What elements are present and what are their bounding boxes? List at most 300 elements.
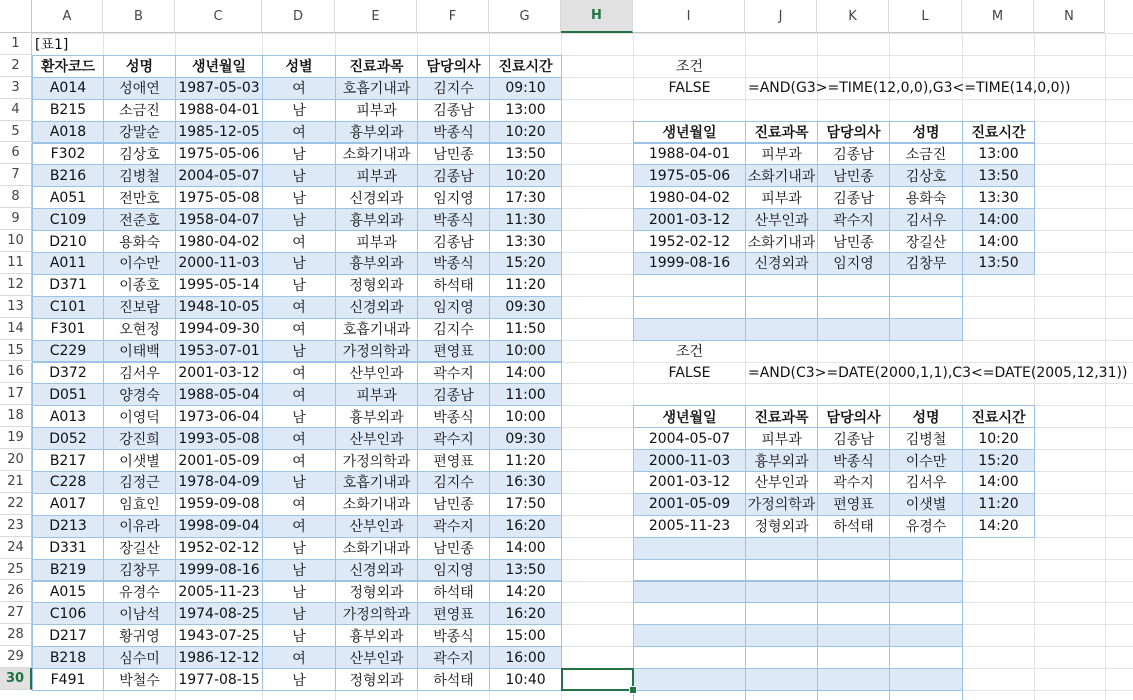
row-header-6[interactable]: 6 <box>0 143 32 165</box>
column-header-l[interactable]: L <box>889 0 962 33</box>
main-table-cell[interactable]: 박종식 <box>417 624 490 647</box>
main-table-cell[interactable]: 가정의학과 <box>335 340 418 363</box>
main-table-cell[interactable]: 2001-03-12 <box>175 362 263 385</box>
result1-cell[interactable]: 13:00 <box>962 143 1035 166</box>
result2-cell[interactable]: 2000-11-03 <box>633 449 746 472</box>
result2-empty-cell[interactable] <box>817 537 890 560</box>
result1-cell[interactable]: 소화기내과 <box>745 230 818 253</box>
main-table-cell[interactable]: A018 <box>32 121 104 144</box>
main-table-cell[interactable]: 2004-05-07 <box>175 164 263 187</box>
main-table-cell[interactable]: 이수만 <box>103 252 176 275</box>
main-table-cell[interactable]: 김종남 <box>417 383 490 406</box>
main-table-cell[interactable]: B218 <box>32 646 104 669</box>
main-table-cell[interactable]: 남 <box>262 602 336 625</box>
main-table-cell[interactable]: 흉부외과 <box>335 121 418 144</box>
main-table-cell[interactable]: 산부인과 <box>335 427 418 450</box>
result1-cell[interactable]: 13:50 <box>962 252 1035 275</box>
main-table-cell[interactable]: 1975-05-06 <box>175 143 263 166</box>
result1-empty-cell[interactable] <box>817 274 890 297</box>
main-table-cell[interactable]: 진보람 <box>103 296 176 319</box>
result1-cell[interactable]: 김서우 <box>889 208 963 231</box>
main-table-cell[interactable]: D372 <box>32 362 104 385</box>
main-table-cell[interactable]: 여 <box>262 427 336 450</box>
result2-empty-cell[interactable] <box>633 581 746 604</box>
main-table-cell[interactable]: 강말순 <box>103 121 176 144</box>
row-header-17[interactable]: 17 <box>0 383 32 405</box>
main-table-cell[interactable]: 17:50 <box>489 493 562 516</box>
column-header-f[interactable]: F <box>417 0 489 33</box>
result2-empty-cell[interactable] <box>817 602 890 625</box>
result1-cell[interactable]: 남민종 <box>817 164 890 187</box>
main-table-cell[interactable]: 흉부외과 <box>335 405 418 428</box>
select-all-corner[interactable] <box>0 0 32 33</box>
result2-cell[interactable]: 피부과 <box>745 427 818 450</box>
result2-empty-cell[interactable] <box>889 624 963 647</box>
row-header-12[interactable]: 12 <box>0 274 32 296</box>
main-table-cell[interactable]: 편영표 <box>417 340 490 363</box>
result2-cell[interactable]: 곽수지 <box>817 471 890 494</box>
main-table-cell[interactable]: 10:40 <box>489 668 562 691</box>
main-table-cell[interactable]: C109 <box>32 208 104 231</box>
main-table-cell[interactable]: 15:00 <box>489 624 562 647</box>
main-table-cell[interactable]: 16:00 <box>489 646 562 669</box>
main-table-cell[interactable]: 장길산 <box>103 537 176 560</box>
row-header-27[interactable]: 27 <box>0 602 32 624</box>
main-table-cell[interactable]: 곽수지 <box>417 362 490 385</box>
result2-empty-cell[interactable] <box>745 581 818 604</box>
result2-cell[interactable]: 14:00 <box>962 471 1035 494</box>
row-header-8[interactable]: 8 <box>0 186 32 208</box>
main-table-cell[interactable]: 10:20 <box>489 121 562 144</box>
main-table-cell[interactable]: C101 <box>32 296 104 319</box>
result2-empty-cell[interactable] <box>745 537 818 560</box>
main-table-cell[interactable]: 14:00 <box>489 537 562 560</box>
main-table-cell[interactable]: 정형외과 <box>335 581 418 604</box>
main-table-cell[interactable]: 호흡기내과 <box>335 77 418 100</box>
main-table-cell[interactable]: 남민종 <box>417 493 490 516</box>
main-table-cell[interactable]: 14:20 <box>489 581 562 604</box>
main-table-cell[interactable]: 13:30 <box>489 230 562 253</box>
main-table-cell[interactable]: 13:00 <box>489 99 562 122</box>
result2-cell[interactable]: 정형외과 <box>745 515 818 538</box>
main-table-cell[interactable]: 여 <box>262 77 336 100</box>
column-header-d[interactable]: D <box>262 0 335 33</box>
row-header-20[interactable]: 20 <box>0 449 32 471</box>
result1-cell[interactable]: 소화기내과 <box>745 164 818 187</box>
row-header-10[interactable]: 10 <box>0 230 32 252</box>
main-table-cell[interactable]: 흉부외과 <box>335 624 418 647</box>
result2-cell[interactable]: 이수만 <box>889 449 963 472</box>
result2-cell[interactable]: 김병철 <box>889 427 963 450</box>
main-table-cell[interactable]: 1998-09-04 <box>175 515 263 538</box>
result2-empty-cell[interactable] <box>889 537 963 560</box>
main-table-cell[interactable]: 남 <box>262 252 336 275</box>
column-header-k[interactable]: K <box>817 0 889 33</box>
row-header-1[interactable]: 1 <box>0 33 32 55</box>
result1-cell[interactable]: 산부인과 <box>745 208 818 231</box>
result2-empty-cell[interactable] <box>817 581 890 604</box>
row-header-19[interactable]: 19 <box>0 427 32 449</box>
result1-cell[interactable]: 1975-05-06 <box>633 164 746 187</box>
row-header-26[interactable]: 26 <box>0 581 32 603</box>
row-header-13[interactable]: 13 <box>0 296 32 318</box>
result1-cell[interactable]: 피부과 <box>745 143 818 166</box>
main-table-cell[interactable]: 김종남 <box>417 230 490 253</box>
result1-empty-cell[interactable] <box>633 318 746 341</box>
main-table-cell[interactable]: 1999-08-16 <box>175 559 263 582</box>
main-table-cell[interactable]: 13:50 <box>489 143 562 166</box>
main-table-cell[interactable]: C229 <box>32 340 104 363</box>
main-table-cell[interactable]: 신경외과 <box>335 186 418 209</box>
result2-empty-cell[interactable] <box>817 624 890 647</box>
main-table-cell[interactable]: 이종호 <box>103 274 176 297</box>
main-table-cell[interactable]: 남민종 <box>417 143 490 166</box>
result1-cell[interactable]: 장길산 <box>889 230 963 253</box>
main-table-cell[interactable]: 산부인과 <box>335 515 418 538</box>
main-table-cell[interactable]: 김창무 <box>103 559 176 582</box>
main-table-cell[interactable]: 남민종 <box>417 537 490 560</box>
main-table-cell[interactable]: 김지수 <box>417 77 490 100</box>
main-table-cell[interactable]: 16:30 <box>489 471 562 494</box>
result2-cell[interactable]: 14:20 <box>962 515 1035 538</box>
main-table-cell[interactable]: 1993-05-08 <box>175 427 263 450</box>
main-table-cell[interactable]: 남 <box>262 208 336 231</box>
main-table-cell[interactable]: 여 <box>262 493 336 516</box>
main-table-cell[interactable]: 김상호 <box>103 143 176 166</box>
main-table-cell[interactable]: 1974-08-25 <box>175 602 263 625</box>
main-table-cell[interactable]: A014 <box>32 77 104 100</box>
result2-empty-cell[interactable] <box>633 646 746 669</box>
main-table-cell[interactable]: A051 <box>32 186 104 209</box>
main-table-cell[interactable]: 1975-05-08 <box>175 186 263 209</box>
result2-empty-cell[interactable] <box>889 559 963 582</box>
main-table-cell[interactable]: A017 <box>32 493 104 516</box>
result2-cell[interactable]: 편영표 <box>817 493 890 516</box>
result2-cell[interactable]: 2004-05-07 <box>633 427 746 450</box>
result2-empty-cell[interactable] <box>817 559 890 582</box>
main-table-cell[interactable]: 남 <box>262 668 336 691</box>
main-table-cell[interactable]: 1948-10-05 <box>175 296 263 319</box>
main-table-cell[interactable]: 박철수 <box>103 668 176 691</box>
main-table-cell[interactable]: F301 <box>32 318 104 341</box>
main-table-cell[interactable]: 편영표 <box>417 449 490 472</box>
main-table-cell[interactable]: 이샛별 <box>103 449 176 472</box>
main-table-cell[interactable]: 남 <box>262 471 336 494</box>
main-table-cell[interactable]: 이영덕 <box>103 405 176 428</box>
main-table-cell[interactable]: 1953-07-01 <box>175 340 263 363</box>
main-table-cell[interactable]: 1986-12-12 <box>175 646 263 669</box>
row-header-2[interactable]: 2 <box>0 55 32 77</box>
main-table-cell[interactable]: 09:10 <box>489 77 562 100</box>
main-table-cell[interactable]: 김지수 <box>417 318 490 341</box>
result1-cell[interactable]: 13:30 <box>962 186 1035 209</box>
main-table-cell[interactable]: 이유라 <box>103 515 176 538</box>
main-table-cell[interactable]: 흉부외과 <box>335 252 418 275</box>
main-table-cell[interactable]: 10:00 <box>489 405 562 428</box>
main-table-cell[interactable]: 1958-04-07 <box>175 208 263 231</box>
main-table-cell[interactable]: 곽수지 <box>417 515 490 538</box>
main-table-cell[interactable]: 신경외과 <box>335 296 418 319</box>
main-table-cell[interactable]: 1973-06-04 <box>175 405 263 428</box>
main-table-cell[interactable]: 13:50 <box>489 559 562 582</box>
main-table-cell[interactable]: 14:00 <box>489 362 562 385</box>
main-table-cell[interactable]: 10:20 <box>489 164 562 187</box>
main-table-cell[interactable]: 여 <box>262 383 336 406</box>
main-table-cell[interactable]: 김병철 <box>103 164 176 187</box>
main-table-cell[interactable]: 호흡기내과 <box>335 471 418 494</box>
main-table-cell[interactable]: 남 <box>262 405 336 428</box>
main-table-cell[interactable]: 1988-04-01 <box>175 99 263 122</box>
main-table-cell[interactable]: 1994-09-30 <box>175 318 263 341</box>
main-table-cell[interactable]: 편영표 <box>417 602 490 625</box>
main-table-cell[interactable]: 피부과 <box>335 230 418 253</box>
main-table-cell[interactable]: 가정의학과 <box>335 602 418 625</box>
main-table-cell[interactable]: 11:50 <box>489 318 562 341</box>
main-table-cell[interactable]: 이태백 <box>103 340 176 363</box>
result2-cell[interactable]: 흉부외과 <box>745 449 818 472</box>
result1-cell[interactable]: 14:00 <box>962 230 1035 253</box>
row-header-15[interactable]: 15 <box>0 340 32 362</box>
main-table-cell[interactable]: 하석태 <box>417 274 490 297</box>
main-table-cell[interactable]: 17:30 <box>489 186 562 209</box>
main-table-cell[interactable]: 김서우 <box>103 362 176 385</box>
result1-cell[interactable]: 피부과 <box>745 186 818 209</box>
result1-cell[interactable]: 신경외과 <box>745 252 818 275</box>
row-header-4[interactable]: 4 <box>0 99 32 121</box>
main-table-cell[interactable]: 남 <box>262 186 336 209</box>
main-table-cell[interactable]: 여 <box>262 362 336 385</box>
main-table-cell[interactable]: 김종남 <box>417 164 490 187</box>
main-table-cell[interactable]: 남 <box>262 537 336 560</box>
result2-cell[interactable]: 박종식 <box>817 449 890 472</box>
row-header-23[interactable]: 23 <box>0 515 32 537</box>
result1-empty-cell[interactable] <box>889 318 963 341</box>
main-table-cell[interactable]: 오현정 <box>103 318 176 341</box>
main-table-cell[interactable]: 16:20 <box>489 602 562 625</box>
main-table-cell[interactable]: 2005-11-23 <box>175 581 263 604</box>
main-table-cell[interactable]: B216 <box>32 164 104 187</box>
main-table-cell[interactable]: 11:20 <box>489 274 562 297</box>
main-table-cell[interactable]: 11:20 <box>489 449 562 472</box>
column-header-c[interactable]: C <box>175 0 262 33</box>
main-table-cell[interactable]: D217 <box>32 624 104 647</box>
result1-cell[interactable]: 13:50 <box>962 164 1035 187</box>
result1-cell[interactable]: 1999-08-16 <box>633 252 746 275</box>
main-table-cell[interactable]: 곽수지 <box>417 646 490 669</box>
row-header-11[interactable]: 11 <box>0 252 32 274</box>
result2-cell[interactable]: 2001-03-12 <box>633 471 746 494</box>
result2-cell[interactable]: 하석태 <box>817 515 890 538</box>
main-table-cell[interactable]: 정형외과 <box>335 668 418 691</box>
main-table-cell[interactable]: 1995-05-14 <box>175 274 263 297</box>
main-table-cell[interactable]: 남 <box>262 581 336 604</box>
main-table-cell[interactable]: 박종식 <box>417 121 490 144</box>
main-table-cell[interactable]: 성애연 <box>103 77 176 100</box>
main-table-cell[interactable]: 09:30 <box>489 296 562 319</box>
result2-empty-cell[interactable] <box>633 624 746 647</box>
result2-cell[interactable]: 11:20 <box>962 493 1035 516</box>
main-table-cell[interactable]: 하석태 <box>417 581 490 604</box>
result1-cell[interactable]: 1980-04-02 <box>633 186 746 209</box>
result2-empty-cell[interactable] <box>745 624 818 647</box>
result2-empty-cell[interactable] <box>633 559 746 582</box>
main-table-cell[interactable]: 남 <box>262 143 336 166</box>
result2-cell[interactable]: 산부인과 <box>745 471 818 494</box>
row-header-5[interactable]: 5 <box>0 121 32 143</box>
result2-empty-cell[interactable] <box>633 690 746 700</box>
result1-cell[interactable]: 곽수지 <box>817 208 890 231</box>
main-table-cell[interactable]: 2001-05-09 <box>175 449 263 472</box>
main-table-cell[interactable]: 산부인과 <box>335 646 418 669</box>
result1-cell[interactable]: 2001-03-12 <box>633 208 746 231</box>
main-table-cell[interactable]: 여 <box>262 230 336 253</box>
result2-empty-cell[interactable] <box>817 690 890 700</box>
row-header-16[interactable]: 16 <box>0 362 32 384</box>
result1-empty-cell[interactable] <box>745 318 818 341</box>
result2-empty-cell[interactable] <box>745 602 818 625</box>
main-table-cell[interactable]: 박종식 <box>417 405 490 428</box>
main-table-cell[interactable]: 남 <box>262 274 336 297</box>
column-header-j[interactable]: J <box>745 0 817 33</box>
main-table-cell[interactable]: D213 <box>32 515 104 538</box>
column-header-b[interactable]: B <box>103 0 175 33</box>
main-table-cell[interactable]: 남 <box>262 99 336 122</box>
main-table-cell[interactable]: 흉부외과 <box>335 208 418 231</box>
result2-cell[interactable]: 2001-05-09 <box>633 493 746 516</box>
result2-cell[interactable]: 15:20 <box>962 449 1035 472</box>
row-header-29[interactable]: 29 <box>0 646 32 668</box>
main-table-cell[interactable]: 용화숙 <box>103 230 176 253</box>
main-table-cell[interactable]: 소금진 <box>103 99 176 122</box>
main-table-cell[interactable]: F491 <box>32 668 104 691</box>
main-table-cell[interactable]: 신경외과 <box>335 559 418 582</box>
main-table-cell[interactable]: 유경수 <box>103 581 176 604</box>
main-table-cell[interactable]: 임지영 <box>417 186 490 209</box>
result2-empty-cell[interactable] <box>817 646 890 669</box>
result2-empty-cell[interactable] <box>633 602 746 625</box>
main-table-cell[interactable]: 박종식 <box>417 208 490 231</box>
main-table-cell[interactable]: 09:30 <box>489 427 562 450</box>
main-table-cell[interactable]: 전준호 <box>103 208 176 231</box>
row-header-18[interactable]: 18 <box>0 405 32 427</box>
main-table-cell[interactable]: D210 <box>32 230 104 253</box>
row-header-14[interactable]: 14 <box>0 318 32 340</box>
main-table-cell[interactable]: 곽수지 <box>417 427 490 450</box>
main-table-cell[interactable]: 남 <box>262 559 336 582</box>
main-table-cell[interactable]: 1985-12-05 <box>175 121 263 144</box>
result2-empty-cell[interactable] <box>889 646 963 669</box>
result2-cell[interactable]: 유경수 <box>889 515 963 538</box>
main-table-cell[interactable]: 여 <box>262 121 336 144</box>
result1-empty-cell[interactable] <box>817 318 890 341</box>
criteria2-value[interactable]: FALSE <box>668 364 711 381</box>
main-table-cell[interactable]: B215 <box>32 99 104 122</box>
main-table-cell[interactable]: 강진희 <box>103 427 176 450</box>
main-table-cell[interactable]: C228 <box>32 471 104 494</box>
row-header-3[interactable]: 3 <box>0 77 32 99</box>
main-table-cell[interactable]: 1980-04-02 <box>175 230 263 253</box>
main-table-cell[interactable]: 1988-05-04 <box>175 383 263 406</box>
main-table-cell[interactable]: 남 <box>262 340 336 363</box>
main-table-cell[interactable]: 10:00 <box>489 340 562 363</box>
result1-empty-cell[interactable] <box>889 296 963 319</box>
main-table-cell[interactable]: B219 <box>32 559 104 582</box>
main-table-cell[interactable]: 1959-09-08 <box>175 493 263 516</box>
result2-empty-cell[interactable] <box>633 668 746 691</box>
row-header-9[interactable]: 9 <box>0 208 32 230</box>
column-header-e[interactable]: E <box>335 0 417 33</box>
main-table-cell[interactable]: 여 <box>262 646 336 669</box>
main-table-cell[interactable]: 여 <box>262 296 336 319</box>
result2-empty-cell[interactable] <box>633 537 746 560</box>
row-header-25[interactable]: 25 <box>0 559 32 581</box>
result2-cell[interactable]: 김종남 <box>817 427 890 450</box>
main-table-cell[interactable]: C106 <box>32 602 104 625</box>
result1-cell[interactable]: 김상호 <box>889 164 963 187</box>
result2-empty-cell[interactable] <box>745 559 818 582</box>
main-table-cell[interactable]: 임지영 <box>417 296 490 319</box>
result1-cell[interactable]: 김종남 <box>817 143 890 166</box>
main-table-cell[interactable]: 16:20 <box>489 515 562 538</box>
main-table-cell[interactable]: A011 <box>32 252 104 275</box>
main-table-cell[interactable]: 하석태 <box>417 668 490 691</box>
main-table-cell[interactable]: 남 <box>262 164 336 187</box>
row-header-24[interactable]: 24 <box>0 537 32 559</box>
main-table-cell[interactable]: 여 <box>262 449 336 472</box>
main-table-cell[interactable]: 피부과 <box>335 383 418 406</box>
column-header-n[interactable]: N <box>1034 0 1105 33</box>
result1-cell[interactable]: 소금진 <box>889 143 963 166</box>
main-table-cell[interactable]: 여 <box>262 318 336 341</box>
result1-cell[interactable]: 남민종 <box>817 230 890 253</box>
main-table-cell[interactable]: 정형외과 <box>335 274 418 297</box>
main-table-cell[interactable]: 호흡기내과 <box>335 318 418 341</box>
main-table-cell[interactable]: F302 <box>32 143 104 166</box>
result2-cell[interactable]: 가정의학과 <box>745 493 818 516</box>
result1-cell[interactable]: 김종남 <box>817 186 890 209</box>
main-table-cell[interactable]: 산부인과 <box>335 362 418 385</box>
main-table-cell[interactable]: D331 <box>32 537 104 560</box>
fill-handle[interactable] <box>629 686 637 694</box>
column-header-i[interactable]: I <box>633 0 745 33</box>
main-table-cell[interactable]: 양경숙 <box>103 383 176 406</box>
row-header-7[interactable]: 7 <box>0 164 32 186</box>
main-table-cell[interactable]: 김종남 <box>417 99 490 122</box>
row-header-28[interactable]: 28 <box>0 624 32 646</box>
column-header-h[interactable]: H <box>561 0 633 33</box>
result1-cell[interactable]: 임지영 <box>817 252 890 275</box>
result2-empty-cell[interactable] <box>889 602 963 625</box>
main-table-cell[interactable]: 피부과 <box>335 164 418 187</box>
main-table-cell[interactable]: D052 <box>32 427 104 450</box>
main-table-cell[interactable]: A013 <box>32 405 104 428</box>
result2-cell[interactable]: 김서우 <box>889 471 963 494</box>
main-table-cell[interactable]: 소화기내과 <box>335 493 418 516</box>
main-table-cell[interactable]: A015 <box>32 581 104 604</box>
column-header-a[interactable]: A <box>32 0 103 33</box>
main-table-cell[interactable]: 1978-04-09 <box>175 471 263 494</box>
main-table-cell[interactable]: 임지영 <box>417 559 490 582</box>
result2-empty-cell[interactable] <box>889 690 963 700</box>
result2-empty-cell[interactable] <box>889 668 963 691</box>
main-table-cell[interactable]: 박종식 <box>417 252 490 275</box>
result1-empty-cell[interactable] <box>633 296 746 319</box>
criteria1-value[interactable]: FALSE <box>668 80 711 97</box>
main-table-cell[interactable]: 전만호 <box>103 186 176 209</box>
row-header-22[interactable]: 22 <box>0 493 32 515</box>
result2-cell[interactable]: 2005-11-23 <box>633 515 746 538</box>
main-table-cell[interactable]: 임효인 <box>103 493 176 516</box>
